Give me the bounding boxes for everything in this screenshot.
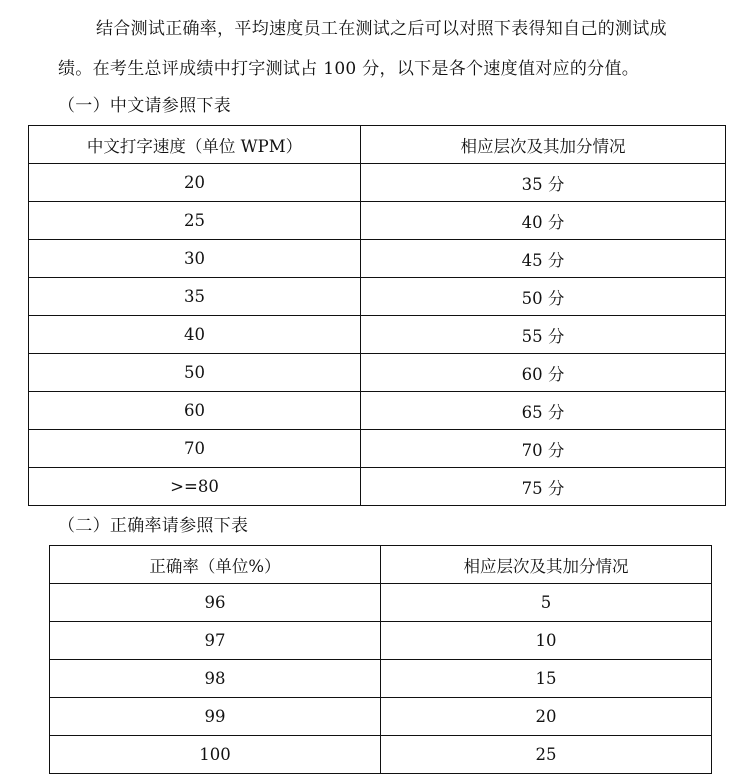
table-row — [29, 316, 726, 354]
score-cell: 20 — [381, 698, 712, 736]
score-cell: 60 分 — [361, 354, 726, 392]
score-cell: 55 分 — [361, 316, 726, 354]
table-row — [29, 240, 726, 278]
table-row — [50, 584, 712, 622]
speed-cell: 40 — [29, 316, 361, 354]
table-row — [50, 660, 712, 698]
table-row — [29, 430, 726, 468]
score-cell: 40 分 — [361, 202, 726, 240]
accuracy-cell: 99 — [50, 698, 381, 736]
speed-cell: 20 — [29, 164, 361, 202]
score-cell: 65 分 — [361, 392, 726, 430]
accuracy-cell: 97 — [50, 622, 381, 660]
score-cell: 35 分 — [361, 164, 726, 202]
table-row — [50, 736, 712, 774]
score-cell: 75 分 — [361, 468, 726, 506]
table-row — [50, 622, 712, 660]
chinese-speed-table — [28, 125, 726, 506]
accuracy-table — [49, 545, 712, 774]
speed-cell: >=80 — [29, 468, 361, 506]
section-heading-chinese: （一）中文请参照下表 — [58, 96, 231, 116]
score-cell: 5 — [381, 584, 712, 622]
speed-cell: 25 — [29, 202, 361, 240]
header-score: 相应层次及其加分情况 — [381, 546, 712, 584]
score-cell: 25 — [381, 736, 712, 774]
table-row — [29, 278, 726, 316]
section-heading-accuracy: （二）正确率请参照下表 — [58, 516, 249, 536]
table-row — [29, 392, 726, 430]
table-row — [50, 698, 712, 736]
score-cell: 45 分 — [361, 240, 726, 278]
table-row — [29, 164, 726, 202]
table-row — [29, 468, 726, 506]
accuracy-cell: 98 — [50, 660, 381, 698]
header-speed: 中文打字速度（单位 WPM） — [29, 126, 361, 164]
table-header-row — [50, 546, 712, 584]
score-cell: 15 — [381, 660, 712, 698]
score-cell: 10 — [381, 622, 712, 660]
table-row — [29, 354, 726, 392]
header-score: 相应层次及其加分情况 — [361, 126, 726, 164]
header-accuracy: 正确率（单位%） — [50, 546, 381, 584]
speed-cell: 60 — [29, 392, 361, 430]
speed-cell: 30 — [29, 240, 361, 278]
speed-cell: 50 — [29, 354, 361, 392]
accuracy-cell: 100 — [50, 736, 381, 774]
intro-line-2: 绩。在考生总评成绩中打字测试占 100 分，以下是各个速度值对应的分值。 — [58, 59, 640, 79]
table-row — [29, 202, 726, 240]
speed-cell: 70 — [29, 430, 361, 468]
score-cell: 50 分 — [361, 278, 726, 316]
intro-line-1: 结合测试正确率，平均速度员工在测试之后可以对照下表得知自己的测试成 — [96, 19, 667, 39]
speed-cell: 35 — [29, 278, 361, 316]
accuracy-cell: 96 — [50, 584, 381, 622]
table-header-row — [29, 126, 726, 164]
score-cell: 70 分 — [361, 430, 726, 468]
